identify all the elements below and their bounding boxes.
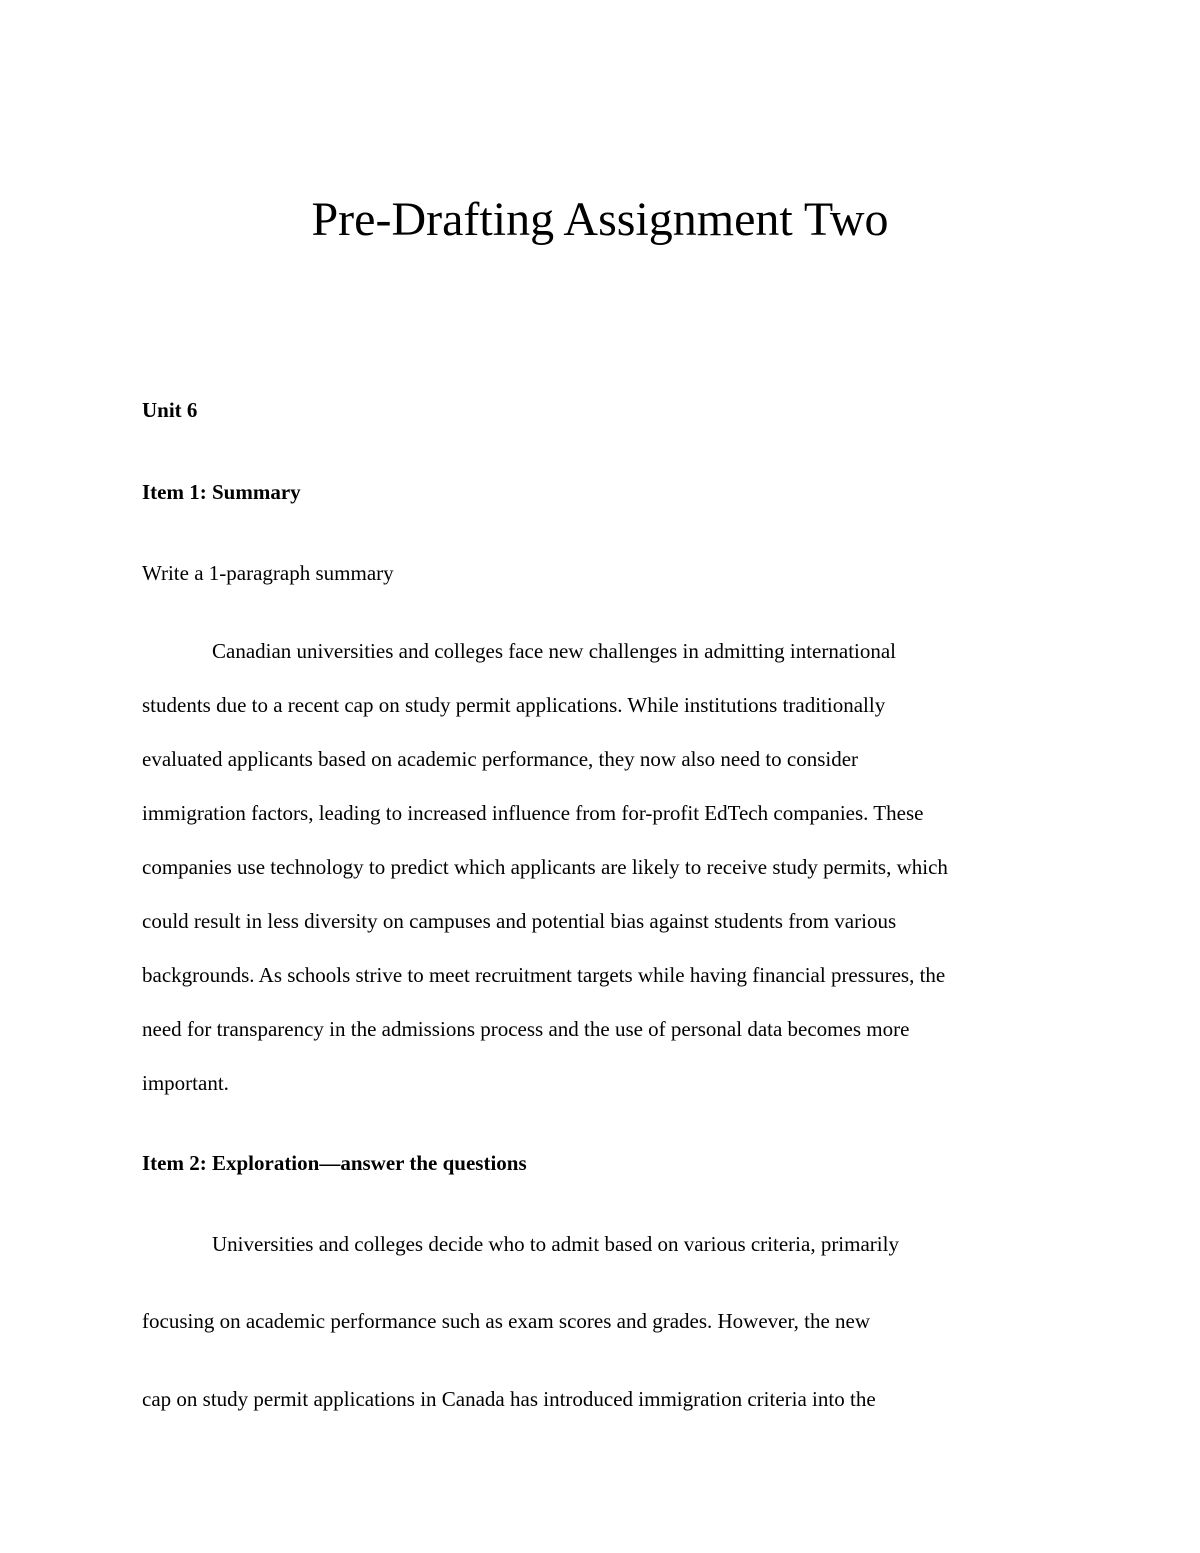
item1-heading: Item 1: Summary [142,480,301,504]
exploration-line: cap on study permit applications in Canada has introduced immigration criteria into the [142,1387,876,1411]
summary-line: could result in less diversity on campuses and potential bias against students from various [142,909,897,933]
summary-line: important. [142,1071,229,1095]
exploration-line: focusing on academic performance such as exam scores and grades. However, the new [142,1309,871,1333]
item2-heading: Item 2: Exploration—answer the questions [142,1151,527,1175]
document-title: Pre-Drafting Assignment Two [311,193,889,246]
summary-line: immigration factors, leading to increased influence from for-profit EdTech companies. These [142,801,924,825]
summary-line: Canadian universities and colleges face new challenges in admitting international [212,639,897,663]
summary-line: companies use technology to predict which applicants are likely to receive study permits, which [142,855,948,879]
summary-line: backgrounds. As schools strive to meet recruitment targets while having financial pressures, the [142,963,946,987]
unit-heading: Unit 6 [142,398,198,422]
item1-instruction: Write a 1-paragraph summary [142,561,394,585]
summary-line: need for transparency in the admissions process and the use of personal data becomes more [142,1017,910,1041]
summary-line: evaluated applicants based on academic performance, they now also need to consider [142,747,859,771]
summary-line: students due to a recent cap on study permit applications. While institutions traditionally [142,693,886,717]
exploration-line: Universities and colleges decide who to admit based on various criteria, primarily [212,1232,899,1256]
